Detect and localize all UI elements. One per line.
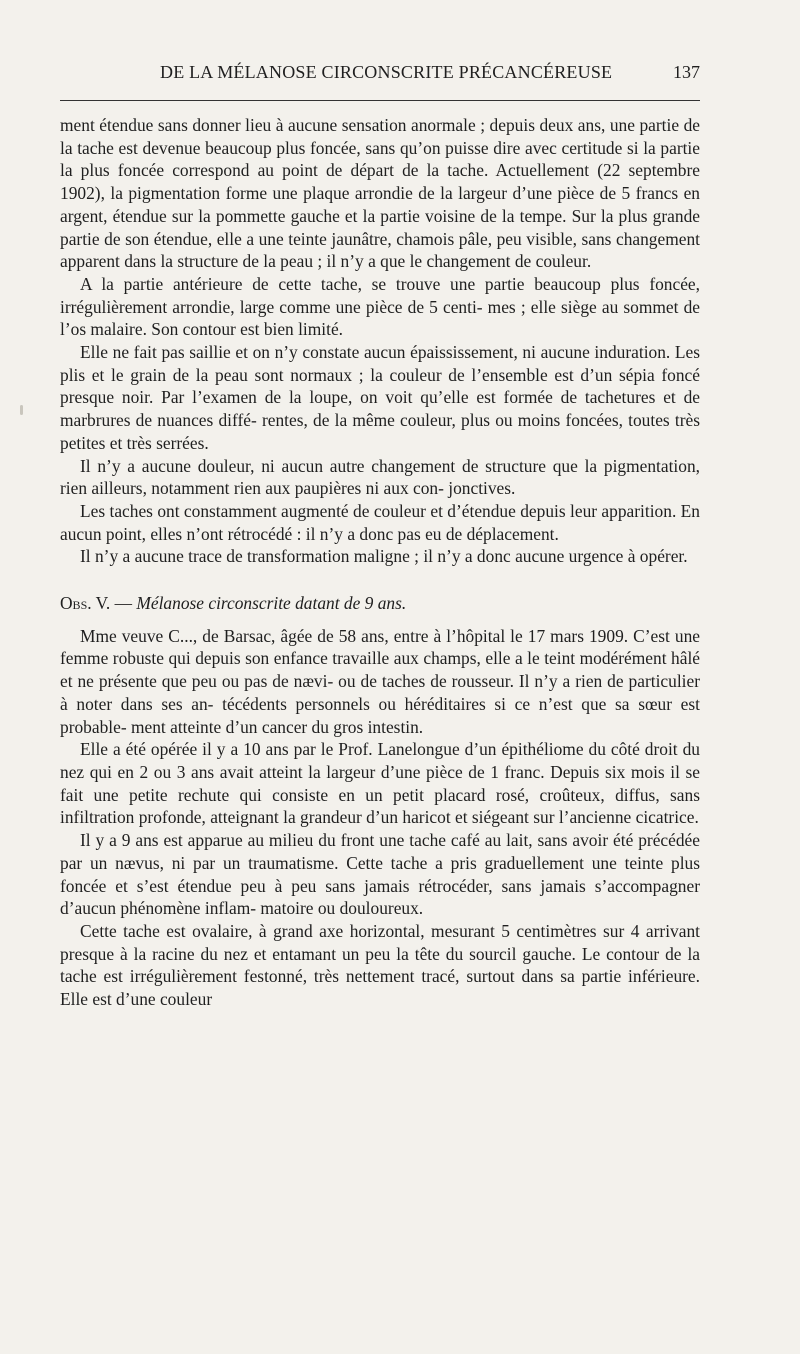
paragraph: Cette tache est ovalaire, à grand axe horizontal, mesurant 5 centimètres sur 4 arrivant presque à la racine du nez et entamant un peu la tête du sourcil gauche. Le contour de la tache est irrégulièrement festonné, très nettement tracé, surtout dans sa partie inférieure. Elle est d’une couleur (60, 920, 700, 1010)
running-head: DE LA MÉLANOSE CIRCONSCRITE PRÉCANCÉREUSE (160, 62, 613, 82)
page-header (60, 60, 700, 88)
paragraph: Les taches ont constamment augmenté de couleur et d’étendue depuis leur apparition. En aucun point, elles n’ont rétrocédé : il n’y a donc pas eu de déplacement. (60, 500, 700, 544)
paragraph: Il n’y a aucune trace de transformation maligne ; il n’y a donc aucune urgence à opérer. (80, 546, 688, 567)
margin-speck (20, 405, 23, 415)
observation-heading (60, 592, 700, 615)
page-number: 137 (673, 62, 700, 82)
body-text (60, 114, 700, 1011)
paragraph: Mme veuve C..., de Barsac, âgée de 58 ans, entre à l’hôpital le 17 mars 1909. C’est une femme robuste qui depuis son enfance travaille aux champs, elle a le teint modérément hâlé et ne présente que peu ou pas de nævi- ou de taches de rousseur. Il n’y a rien de particulier à noter dans ses an- técédents personnels ou héréditaires si ce n’est que sa sœur est probable- ment atteinte d’un cancer du gros intestin. (60, 625, 700, 737)
paragraph: Il y a 9 ans est apparue au milieu du front une tache café au lait, sans avoir été précédée par un nævus, ni par un traumatisme. Cette tache a pris graduellement une teinte plus foncée et s’est étendue peu à peu sans jamais rétrocéder, sans jamais s’accompagner d’aucun phénomène inflam- matoire ou douloureux. (60, 830, 700, 919)
observation-dash: — (110, 593, 137, 614)
observation-title: Mélanose circonscrite datant de 9 ans. (136, 593, 407, 614)
paragraph: Elle a été opérée il y a 10 ans par le Prof. Lanelongue d’un épithéliome du côté droit du nez qui en 2 ou 3 ans avait atteint la largeur d’une pièce de 1 franc. Depuis six mois il se fait une petite rechute qui consiste en un petit placard rosé, croûteux, diffus, sans infiltration profonde, atteignant la grandeur d’un haricot et siégeant sur l’ancienne cicatrice. (60, 739, 700, 828)
paragraph: Il n’y a aucune douleur, ni aucun autre changement de structure que la pigmentation, rien ailleurs, notamment rien aux paupières ni aux con- jonctives. (60, 455, 700, 499)
paragraph: A la partie antérieure de cette tache, se trouve une partie beaucoup plus foncée, irrégulièrement arrondie, large comme une pièce de 5 centi- mes ; elle siège au sommet de l’os malaire. Son contour est bien limité. (60, 273, 700, 340)
paragraph: ment étendue sans donner lieu à aucune sensation anormale ; depuis deux ans, une partie de la tache est devenue beaucoup plus foncée, sans qu’on puisse dire avec certitude si la partie la plus foncée correspond au point de départ de la tache. Actuellement (22 septembre 1902), la pigmentation forme une plaque arrondie de la largeur d’une pièce de 5 francs en argent, étendue sur la pommette gauche et la partie voisine de la tempe. Sur la plus grande partie de son étendue, elle a une teinte jaunâtre, chamois pâle, peu visible, sans changement apparent dans la structure de la peau ; il n’y a que le changement de couleur. (60, 115, 700, 272)
observation-label: Obs. V. (60, 593, 111, 614)
header-rule (60, 100, 700, 101)
paragraph: Elle ne fait pas saillie et on n’y constate aucun épaississement, ni aucune induration. Les plis et le grain de la peau sont normaux ; la couleur de l’ensemble est d’un sépia foncé presque noir. Par l’examen de la loupe, on voit qu’elle est formée de tachetures et de marbrures de nuances diffé- rentes, de la même couleur, plus ou moins foncées, toutes très petites et très serrées. (60, 342, 700, 453)
